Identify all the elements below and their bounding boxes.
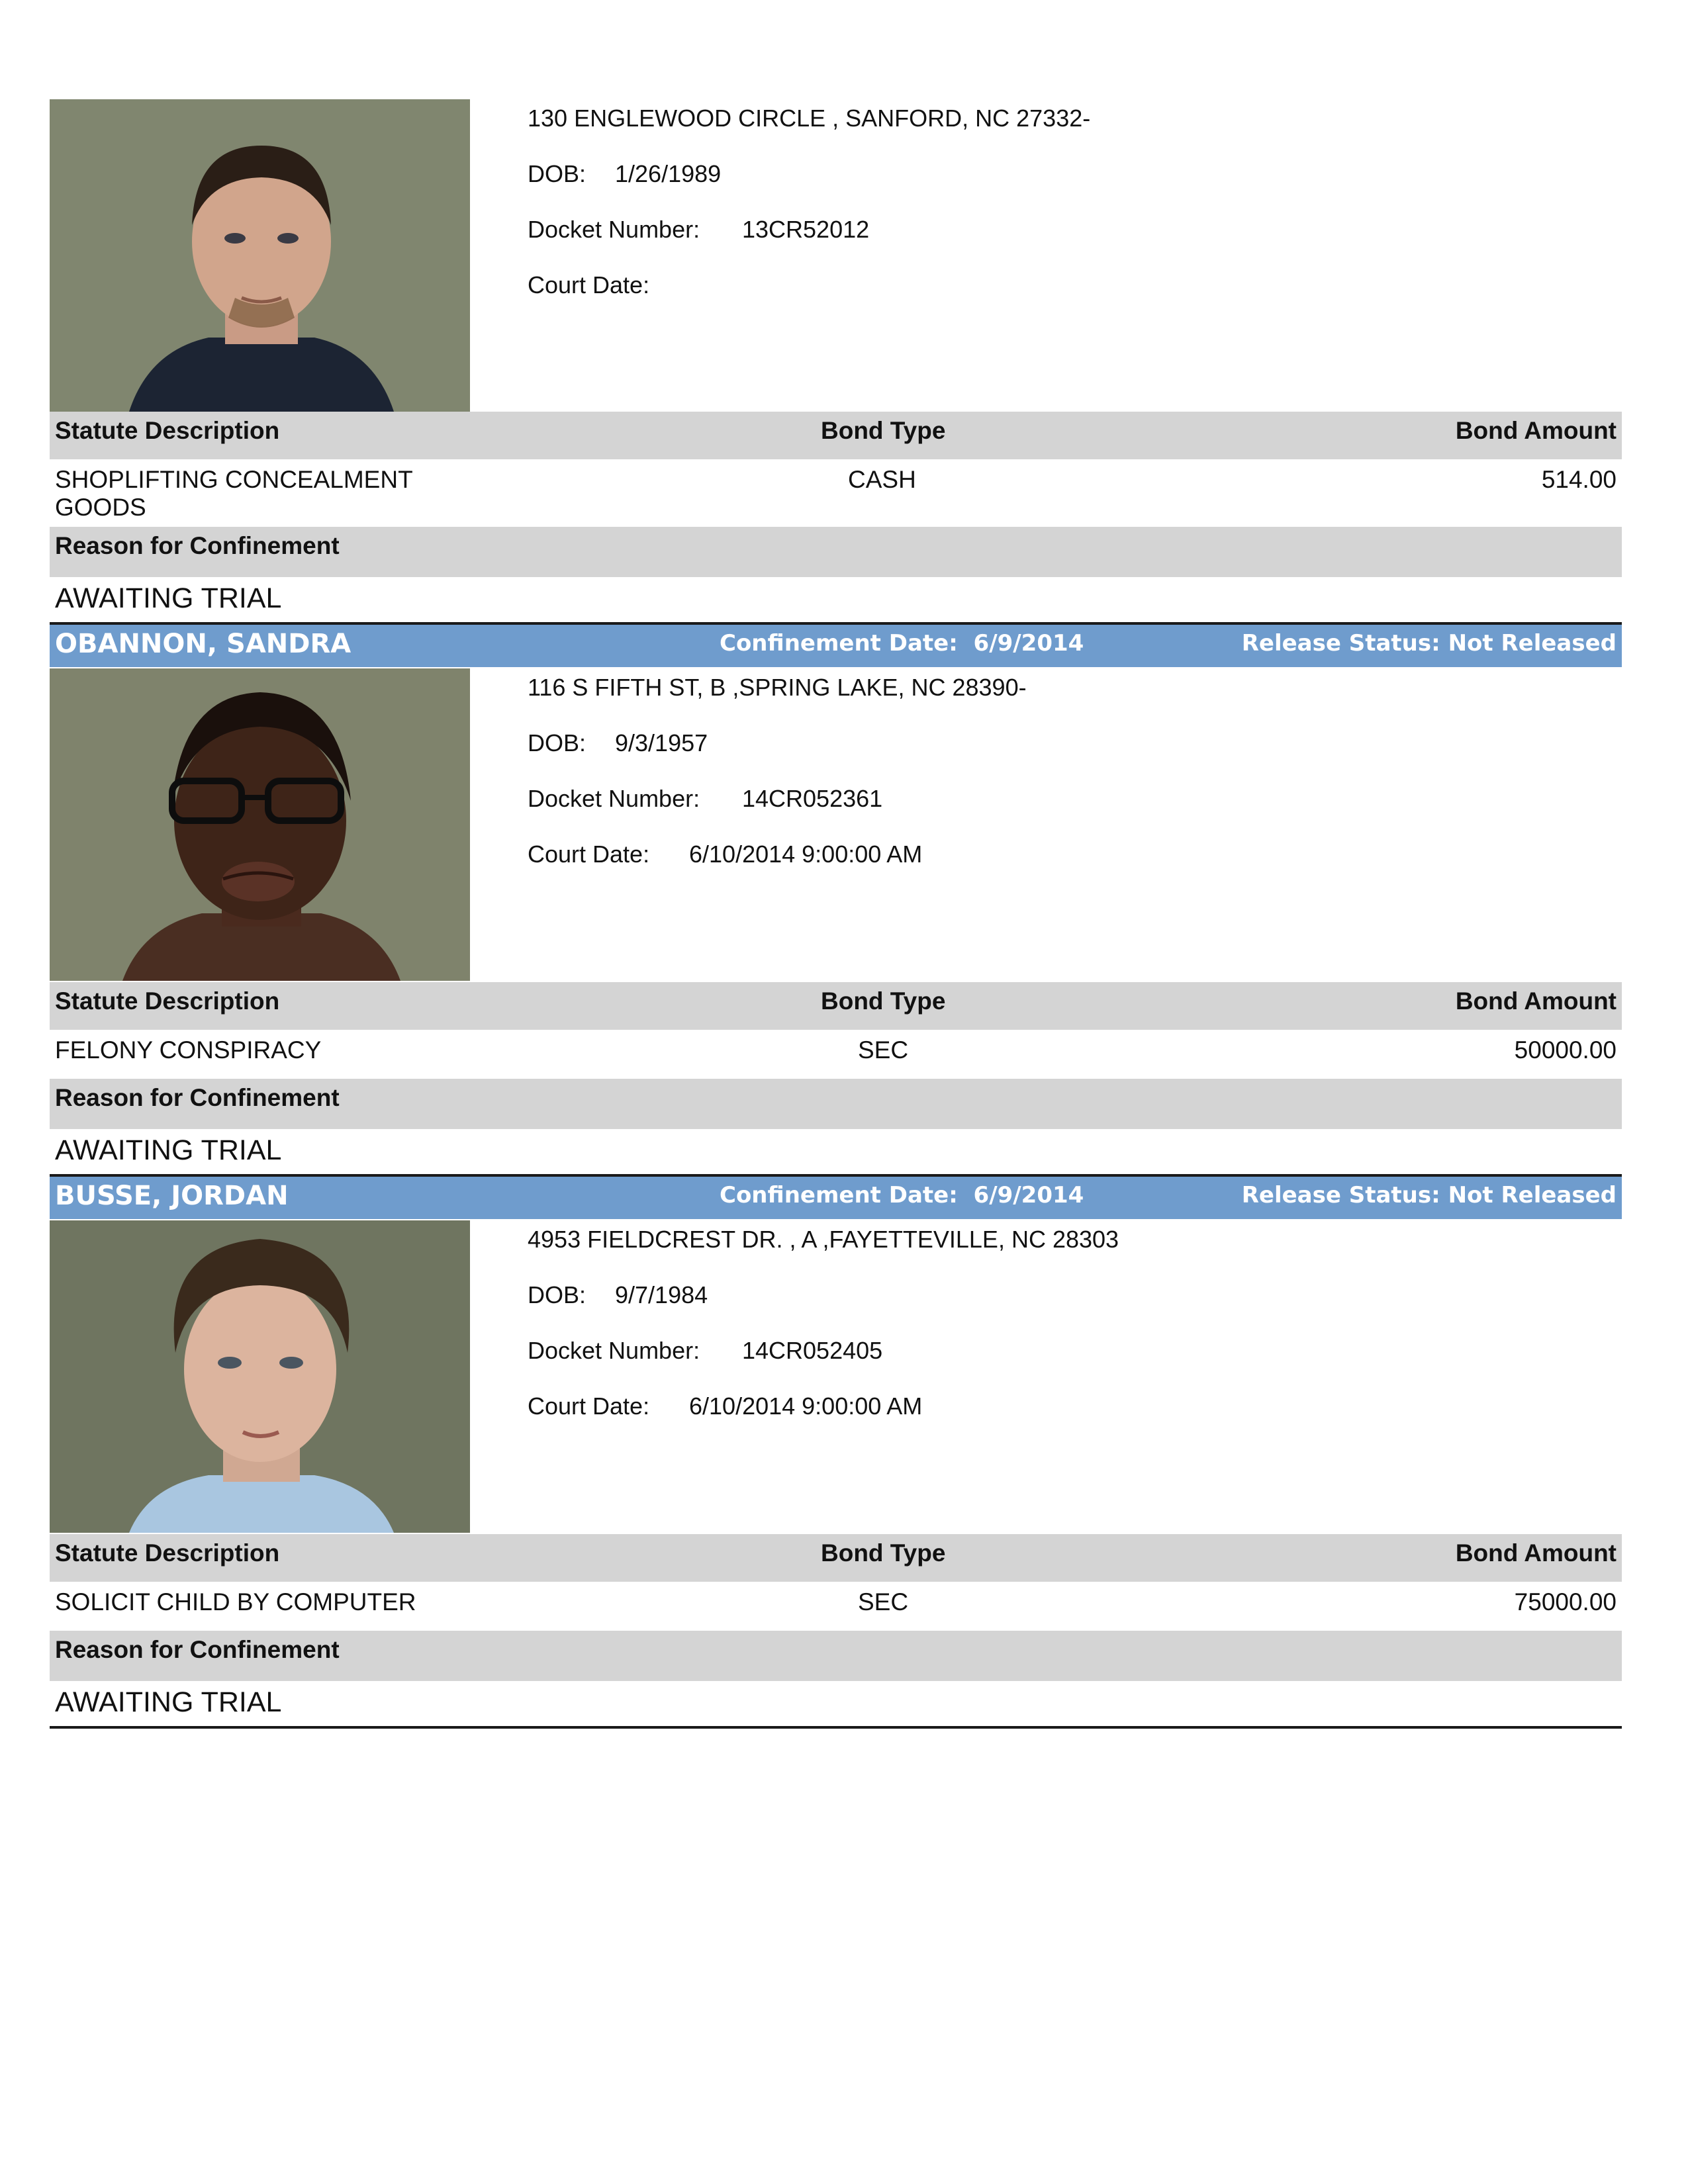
statute-description: SHOPLIFTING CONCEALMENT xyxy=(55,466,413,493)
statute-description-header: Statute Description xyxy=(55,1539,280,1567)
docket-label: Docket Number: xyxy=(528,785,700,812)
dob-label: DOB: xyxy=(528,160,586,187)
confinement-date: Confinement Date: 6/9/2014 xyxy=(720,630,1084,657)
charge-header xyxy=(50,982,1622,1030)
reason-header: Reason for Confinement xyxy=(55,532,340,559)
reason-header: Reason for Confinement xyxy=(55,1636,340,1663)
record-divider xyxy=(50,1726,1622,1729)
court-date-label: Court Date: xyxy=(528,271,650,298)
inmate-name: BUSSE, JORDAN xyxy=(55,1181,289,1211)
docket-value: 13CR52012 xyxy=(742,216,870,243)
docket-label: Docket Number: xyxy=(528,216,700,243)
charge-header xyxy=(50,412,1622,459)
court-date-value: 6/10/2014 9:00:00 AM xyxy=(689,841,923,868)
mugshot-photo xyxy=(50,1220,470,1533)
docket-value: 14CR052361 xyxy=(742,785,883,812)
bond-amount: 514.00 xyxy=(1541,466,1617,493)
dob-label: DOB: xyxy=(528,1281,586,1308)
dob-label: DOB: xyxy=(528,729,586,756)
docket-value: 14CR052405 xyxy=(742,1337,883,1364)
statute-description-header: Statute Description xyxy=(55,987,280,1015)
statute-description-header: Statute Description xyxy=(55,417,280,444)
bond-amount: 50000.00 xyxy=(1514,1036,1617,1064)
inmate-name-bar xyxy=(50,625,1622,667)
court-date-label: Court Date: xyxy=(528,841,650,868)
court-date-label: Court Date: xyxy=(528,1392,650,1420)
inmate-name: OBANNON, SANDRA xyxy=(55,629,352,659)
address: 116 S FIFTH ST, B ,SPRING LAKE, NC 28390- xyxy=(528,674,1027,701)
mugshot-photo xyxy=(50,99,470,412)
dob-value: 9/7/1984 xyxy=(615,1281,708,1308)
bond-type: CASH xyxy=(848,466,916,493)
bond-amount-header: Bond Amount xyxy=(1455,987,1617,1015)
reason-header-bar xyxy=(50,1079,1622,1129)
reason-for-confinement: AWAITING TRIAL xyxy=(55,582,282,614)
charge-header xyxy=(50,1534,1622,1582)
bond-type: SEC xyxy=(858,1036,909,1064)
dob-value: 1/26/1989 xyxy=(615,160,722,187)
reason-header: Reason for Confinement xyxy=(55,1084,340,1111)
reason-for-confinement: AWAITING TRIAL xyxy=(55,1686,282,1718)
bond-type: SEC xyxy=(858,1588,909,1615)
release-status: Release Status: Not Released xyxy=(1241,630,1617,657)
inmate-name-bar xyxy=(50,1177,1622,1219)
bond-amount-header: Bond Amount xyxy=(1455,417,1617,444)
statute-description-continued: GOODS xyxy=(55,494,146,521)
court-date-value: 6/10/2014 9:00:00 AM xyxy=(689,1392,923,1420)
bond-amount: 75000.00 xyxy=(1514,1588,1617,1615)
dob-value: 9/3/1957 xyxy=(615,729,708,756)
bond-type-header: Bond Type xyxy=(821,417,946,444)
mugshot-photo xyxy=(50,668,470,981)
reason-header-bar xyxy=(50,1631,1622,1681)
docket-label: Docket Number: xyxy=(528,1337,700,1364)
reason-header-bar xyxy=(50,527,1622,577)
release-status: Release Status: Not Released xyxy=(1241,1182,1617,1208)
confinement-date: Confinement Date: 6/9/2014 xyxy=(720,1182,1084,1208)
reason-for-confinement: AWAITING TRIAL xyxy=(55,1134,282,1166)
bond-type-header: Bond Type xyxy=(821,987,946,1015)
address: 130 ENGLEWOOD CIRCLE , SANFORD, NC 27332- xyxy=(528,105,1091,132)
bond-type-header: Bond Type xyxy=(821,1539,946,1567)
statute-description: FELONY CONSPIRACY xyxy=(55,1036,322,1064)
address: 4953 FIELDCREST DR. , A ,FAYETTEVILLE, NC 28303 xyxy=(528,1226,1119,1253)
bond-amount-header: Bond Amount xyxy=(1455,1539,1617,1567)
statute-description: SOLICIT CHILD BY COMPUTER xyxy=(55,1588,416,1615)
